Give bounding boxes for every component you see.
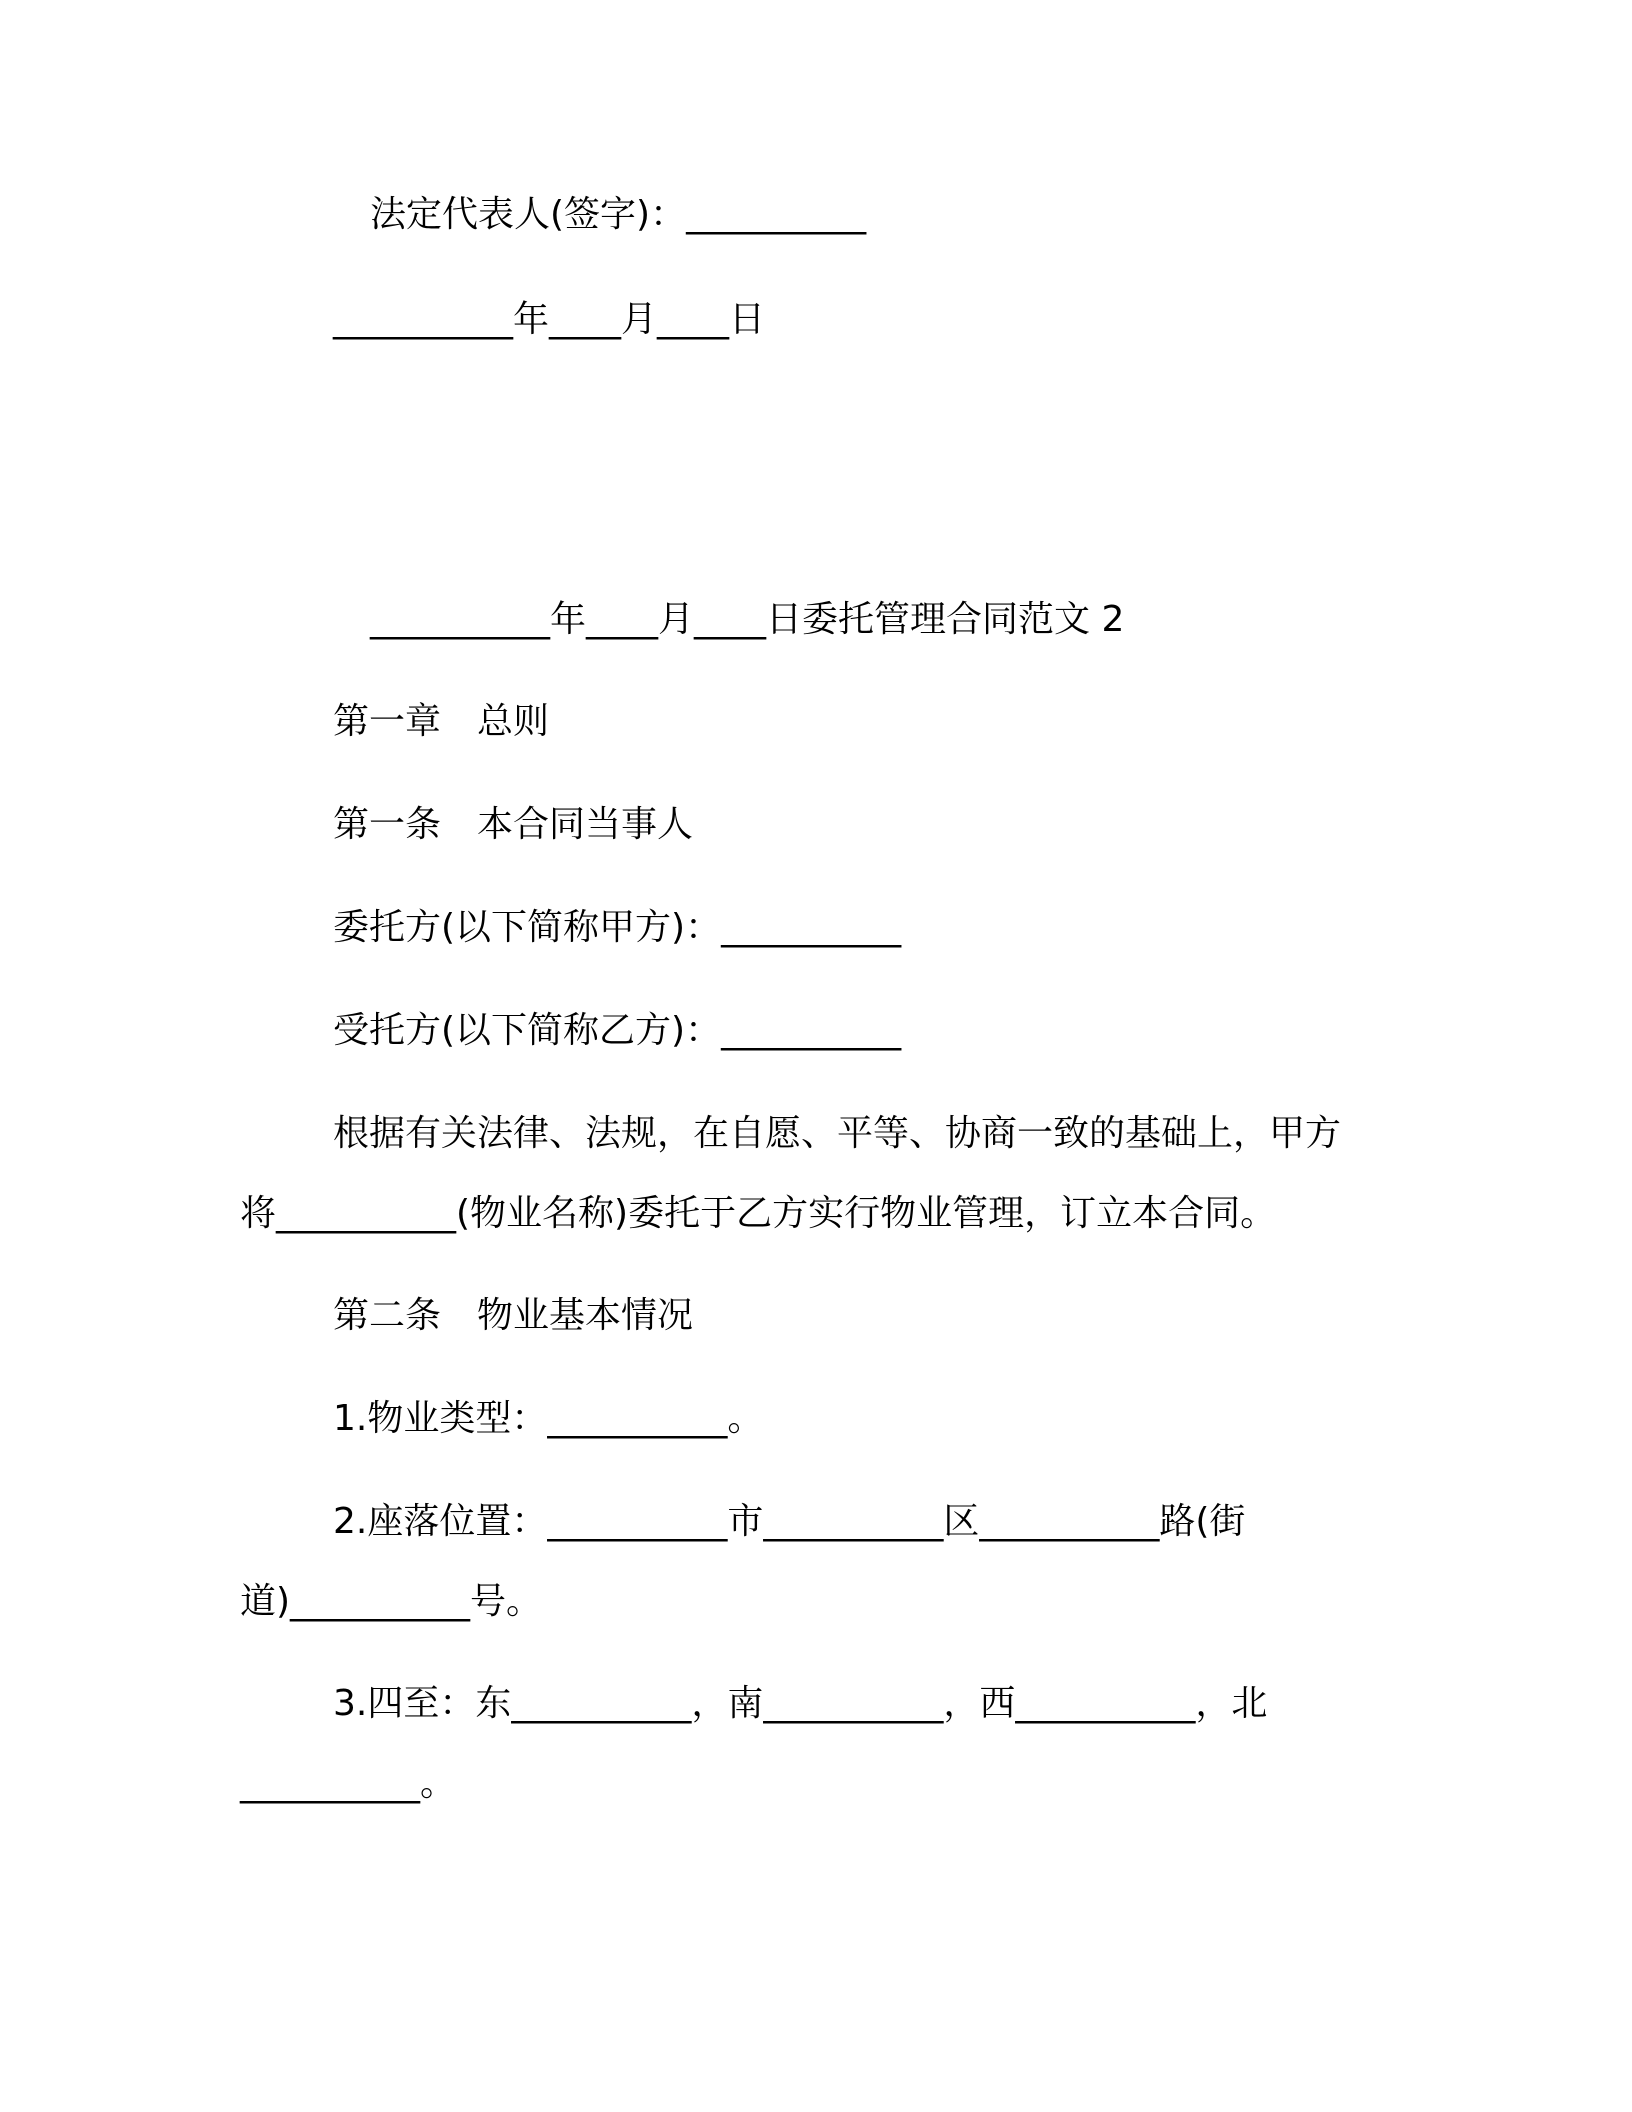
location-line-2: 道)__________号。 <box>240 1581 543 1622</box>
property-type-line: 1.物业类型：__________。 <box>333 1398 764 1439</box>
section-title: __________年____月____日委托管理合同范文 2 <box>370 599 1125 640</box>
location-line-1: 2.座落位置：__________市__________区__________路(街 <box>333 1501 1246 1542</box>
article-heading-2: 第二条 物业基本情况 <box>333 1295 694 1336</box>
paragraph-line-2: 将__________(物业名称)委托于乙方实行物业管理，订立本合同。 <box>240 1193 1277 1234</box>
boundaries-line-1: 3.四至：东__________，南__________，西__________，北 <box>333 1683 1268 1724</box>
article-heading-1: 第一条 本合同当事人 <box>333 804 694 845</box>
legal-representative-signature-line: 法定代表人(签字)：__________ <box>370 194 867 235</box>
paragraph-line-1: 根据有关法律、法规，在自愿、平等、协商一致的基础上，甲方 <box>333 1113 1342 1154</box>
party-a-line: 委托方(以下简称甲方)：__________ <box>333 907 902 948</box>
boundaries-line-2: __________。 <box>240 1763 457 1804</box>
chapter-heading: 第一章 总则 <box>333 701 550 742</box>
party-b-line: 受托方(以下简称乙方)：__________ <box>333 1010 902 1051</box>
date-line: __________年____月____日 <box>333 299 765 340</box>
